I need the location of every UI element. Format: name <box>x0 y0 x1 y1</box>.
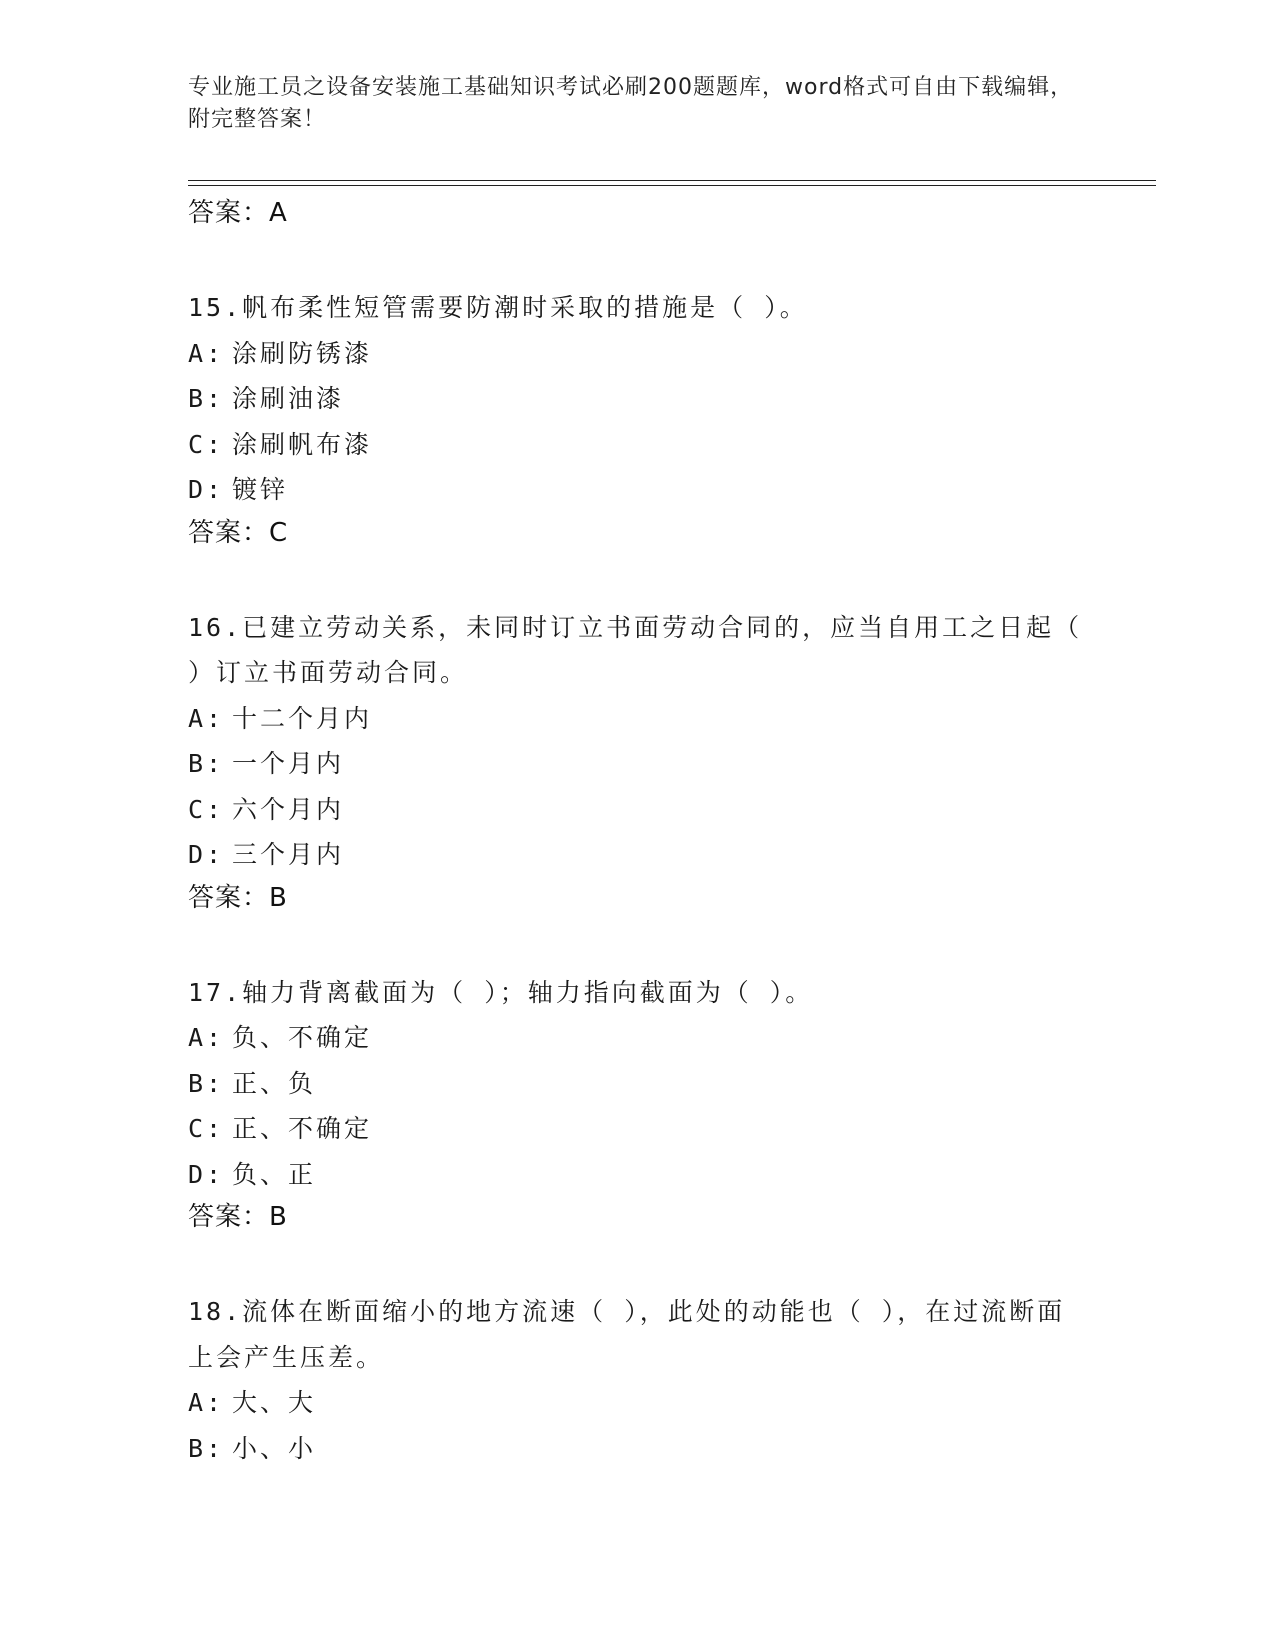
option-key: C: <box>188 429 225 459</box>
answer-label: 答案： <box>188 198 270 228</box>
option-row <box>188 331 1088 377</box>
option-text: 正、负 <box>232 1068 317 1098</box>
option-key: D: <box>188 475 225 504</box>
question-text <box>188 605 1088 696</box>
question-text <box>188 285 1088 331</box>
answer-line <box>188 513 1088 553</box>
option-text: 十二个月内 <box>232 703 373 733</box>
option-text: 小、小 <box>232 1433 317 1463</box>
answer-value: B <box>269 882 288 913</box>
option-text: 六个月内 <box>232 794 345 824</box>
option-key: B: <box>188 384 225 413</box>
option-row <box>188 1061 1088 1107</box>
option-key: B: <box>188 749 225 778</box>
question-text <box>188 1289 1088 1380</box>
option-row <box>188 467 1088 513</box>
option-key: A: <box>188 1023 225 1052</box>
header-rule-bottom <box>188 185 1156 186</box>
question-gap <box>188 553 1088 605</box>
option-text: 一个月内 <box>232 749 345 778</box>
question-stem: 帆布柔性短管需要防潮时采取的措施是（ ）。 <box>242 293 808 322</box>
option-text: 负、不确定 <box>232 1023 373 1052</box>
answer-value: B <box>269 1202 288 1232</box>
option-key: B: <box>188 1433 225 1463</box>
question-block <box>188 285 1088 553</box>
option-text: 镀锌 <box>232 475 289 504</box>
option-key: D: <box>188 1159 225 1189</box>
answer-value: A <box>269 198 288 228</box>
option-row <box>188 422 1088 468</box>
option-text: 大、大 <box>232 1388 317 1417</box>
option-text: 三个月内 <box>232 840 345 869</box>
question-stem: 已建立劳动关系，未同时订立书面劳动合同的，应当自用工之日起（ ）订立书面劳动合同。 <box>188 612 1083 687</box>
option-row <box>188 696 1088 742</box>
question-number: 16. <box>188 612 243 642</box>
document-header: 专业施工员之设备安装施工基础知识考试必刷200题题库，word格式可自由下载编辑，附完整答案！ <box>188 75 1074 132</box>
option-row <box>188 787 1088 833</box>
question-text <box>188 970 1088 1016</box>
option-key: C: <box>188 794 225 824</box>
question-block <box>188 970 1088 1238</box>
option-row <box>188 1106 1088 1152</box>
question-block <box>188 1289 1088 1471</box>
question-block <box>188 605 1088 918</box>
answer-label: 答案： <box>188 1202 270 1232</box>
option-key: A: <box>188 338 225 368</box>
answer-value: C <box>269 517 289 548</box>
option-text: 涂刷防锈漆 <box>232 338 373 368</box>
option-row <box>188 376 1088 422</box>
question-gap <box>188 918 1088 970</box>
header-rule-top <box>188 180 1156 181</box>
option-row <box>188 1380 1088 1426</box>
answer-line <box>188 1197 1088 1237</box>
question-stem: 轴力背离截面为（ ）；轴力指向截面为（ ）。 <box>242 977 814 1007</box>
option-key: C: <box>188 1114 225 1143</box>
option-row <box>188 1015 1088 1061</box>
question-gap <box>188 233 1088 285</box>
option-text: 负、正 <box>232 1159 317 1189</box>
option-row <box>188 741 1088 787</box>
option-key: A: <box>188 1388 225 1417</box>
option-key: B: <box>188 1068 225 1098</box>
question-stem: 流体在断面缩小的地方流速（ ），此处的动能也（ ），在过流断面上会产生压差。 <box>188 1297 1066 1372</box>
question-number: 15. <box>188 293 243 322</box>
question-number: 18. <box>188 1297 243 1326</box>
option-key: A: <box>188 703 225 733</box>
question-list <box>188 193 1088 1471</box>
option-text: 涂刷帆布漆 <box>232 429 373 459</box>
option-row <box>188 832 1088 878</box>
answer-label: 答案： <box>188 517 270 548</box>
answer-label: 答案： <box>188 882 270 913</box>
answer-line <box>188 193 1088 233</box>
option-row <box>188 1152 1088 1198</box>
answer-line <box>188 878 1088 918</box>
option-key: D: <box>188 840 225 869</box>
question-gap <box>188 1237 1088 1289</box>
option-text: 涂刷油漆 <box>232 384 345 413</box>
option-row <box>188 1426 1088 1472</box>
question-number: 17. <box>188 977 243 1007</box>
option-text: 正、不确定 <box>232 1114 373 1143</box>
